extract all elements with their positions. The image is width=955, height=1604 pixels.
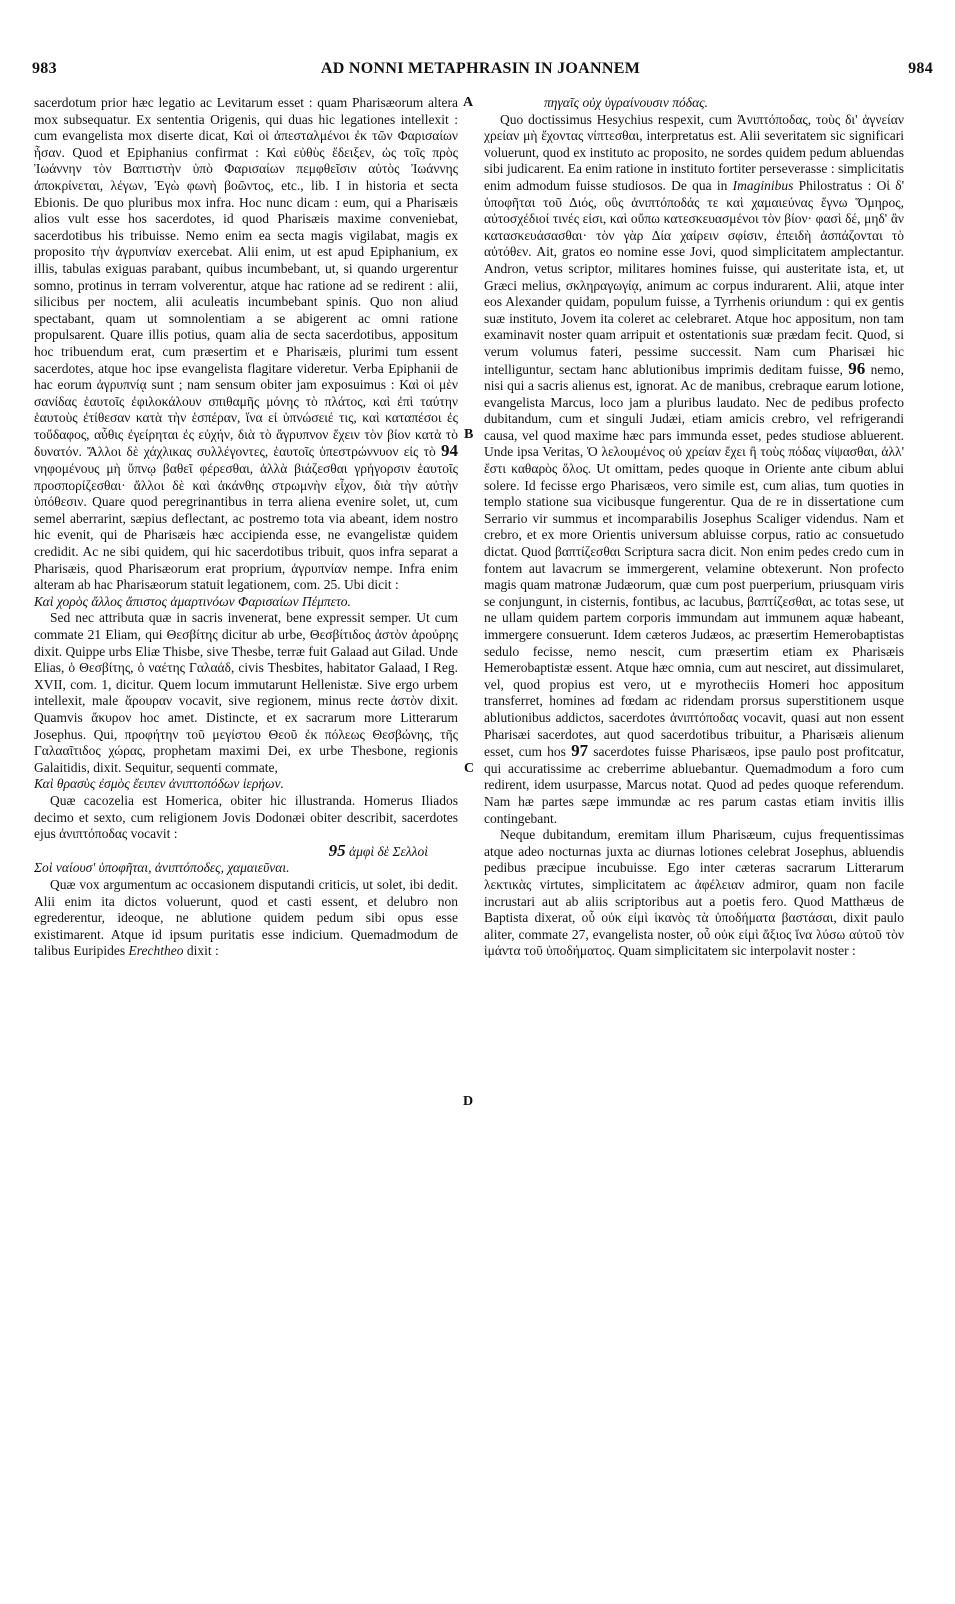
section-marker-d: D <box>463 1094 474 1109</box>
page-number-right: 984 <box>908 60 933 77</box>
running-title: AD NONNI METAPHRASIN IN JOANNEM <box>320 60 641 77</box>
verse-quote-3a <box>34 840 428 861</box>
right-text-1c: nemo, nisi qui a sacris alienus est, ignorat. Ac de manibus, crebraque earum lotione, evangelista Marcus, loco jam a pluribus laudato. Nec de pedibus profecto dubitandum, cum et singuli Judæi, etiam amicis crebro, vel refrigerandi causa, vel quod maxime hæc pars immunda esset, pedes studiose abluerent. Unde ipsa Veritas, Ὁ λελουμένος οὐ χρείαν ἔχει ἢ τοὺς πόδας νίψασθαι, ἀλλ' ἔστι καθαρὸς ὅλος. Ut omittam, pedes quoque in Oriente ante cibum ablui solere. Id fecisse ergo Pharisæos, vero simile est, cum alias, tum quoties in templo statione sua vicibusque fungerentur. Qua de re in dissertatione cum Serrario vir summus et incomparabilis Josephus Scaliger videndus. Nam et crebro, et ex more Orientis universum abluisse corpus, ratio ac consuetudo dictat. Quod βαπτίζεσθαι Scriptura sacra dicit. Non enim pedes credo cum in fontem aut lavacrum se immergerent, velamine obtexerunt. Non profecto magis quam matronæ Judæorum, quæ cum post puerperium, priusquam viris se conjungunt, in cisternis, fontibus, ac lacubus, βαπτίζεσθαι, ac totas sese, ut ne ullam quidem partem corporis immundam aut immunem aquæ habeant, immergere consuerunt. Idem cæteros Judæos, ac præsertim Hemerobaptistas sedulo fecisse, nemo nescit, cum præsertim etiam ex Pharisæis Hemerobaptistæ essent. Atque hæc omnia, cum aut nesciret, aut dissimularet, vel, quod propius est vero, ut e myrotheciis Homeri hoc appositum transferret, homines ad fœdam ac ridendam prorsus superstitionem usque ablutionibus addictos, sacerdotes ἀνιπτόποδας vocavit, quasi aut non essent Pharisæi sacerdotes, aut quod sacerdotibus tribuitur, a Pharisæis alienum esset, cum hos <box>484 361 905 760</box>
left-paragraph-4 <box>34 877 458 960</box>
left-text-4: Quæ vox argumentum ac occasionem disputandi criticis, ut solet, ibi dedit. Alii enim ita dictos voluerunt, quod et casti essent, et delubro non egrederentur, ideoque, ne ablutione quidem pedum sibi opus esse existimarent. Atque id ipsum puritatis esse indicium. Quemadmodum de talibus Euripides <box>34 876 458 959</box>
right-text-1: Quo doctissimus Hesychius respexit, cum Ἀνιπτόποδας, τοὺς δι' ἁγνείαν χρείαν μὴ ἔχοντας νίπτεσθαι, interpretatus est. Alii severitatem sic significari voluerunt, quod ex instituto ac proposito, ne sordes quidem pedum abluendas sibi judicarent. Ea enim ratione in instituto fortiter perseverasse : simplicitatis enim admodum fuisse studiosos. De qua in <box>484 111 904 193</box>
right-text-1d: sacerdotes fuisse Pharisæos, ipse paulo post profitcatur, qui accuratissime ac creberrime abluebantur. Quemadmodum a foro cum redirent, idem usurpasse, Marcus notat. Quod ad pedes quoque referendum. Nam hæ partes sæpe immundæ ac res parum castas etiam invitis illis contingebant. <box>484 744 905 826</box>
right-paragraph-1 <box>484 112 904 828</box>
verse-quote-3b: Σοὶ ναίουσ' ὑποφῆται, ἀνιπτόποδες, χαμαιεῦναι. <box>34 860 290 876</box>
column-number-96: 96 <box>848 358 866 378</box>
running-header <box>28 60 933 84</box>
section-marker-b: B <box>464 427 474 442</box>
section-marker-c: C <box>464 761 475 776</box>
column-number-94: 94 <box>441 441 458 461</box>
column-number-97: 97 <box>571 741 589 761</box>
left-column <box>34 95 458 960</box>
left-text-4-end: dixit : <box>186 943 219 959</box>
left-paragraph-2: Sed nec attributa quæ in sacris invenerat, bene expressit semper. Ut cum commate 21 Eliam, qui Θεσβίτης dicitur ab urbe, Θεσβίτιδος ἀστὸν ἀρούρης dixit. Quippe urbs Eliæ Thisbe, sive Thesbe, terræ fuit Galaad aut Gilad. Unde Elias, ὁ Θεσβίτης, ὁ ναέτης Γαλαάδ, civis Thesbites, habitator Galaad, I Reg. XVII, com. 1, dicitur. Quem locum immutarunt Hellenistæ. Sive ergo urbem intellexit, male ἄρουραν vocavit, sive regionem, minus recte ἀστὸν dixit. Quamvis ἄκυρον hoc amet. Distincte, et ex sacrarum more Litterarum Josephus. Qui, προφήτην τοῦ μεγίστου Θεοῦ ἐκ πόλεως Θεσβώνης, τῆς Γαλααῖτιδος χώρας, prophetam maximi Dei, ex urbe Thesbone, regionis Galaitidis, dixit. Sequitur, sequenti commate, <box>34 610 458 775</box>
section-marker-a: A <box>463 95 474 110</box>
page-number-left: 983 <box>32 60 57 77</box>
left-text-4-italic: Erechtheo <box>128 943 184 959</box>
left-text-1: sacerdotum prior hæc legatio ac Levitarum esset : quam Pharisæorum altera mox subsequatur. Ex sententia Origenis, qui duas hic legationes intellexit : cum evangelista mox diserte dicat, Καὶ οἱ ἀπεσταλμένοι ἐκ τῶν Φαρισαίων ἦσαν. Quod et Epiphanius confirmat : Καὶ εὐθὺς ἔδειξεν, ὡς τοῖς πρὸς Ἰωάννην τὸν Βαπτιστὴν ὑπὸ Φαρισαίων πεμφθεῖσιν αὐτὸς Ἰωάννης ἀποκρίνεται, λέγων, Ἐγὼ φωνὴ βοῶντος, etc., lib. I in historia et secta Ebionis. De quo pluribus mox infra. Hoc nunc dicam : eum, qui a Pharisæis alios vult esse hos sacerdotes, id quod Pharisæis maxime conveniebat, sacerdotibus his tribuisse. Nemo enim ea secta magis vigilabat, magis ex proposito τὴν ἀγρυπνίαν exercebat. Alii enim, ut est apud Epiphanium, ex illis, tabulas exiguas parabant, quibus incumbebant, ut, si quando urgerentur somno, protinus in terram volverentur, atque hac ratione ad se redirent : alii, silicibus per noctem, alii aculeatis incumbebant spinis. Quo non aliud spectabant, quam ut somnolentiam a se abigerent ac omni ratione propulsarent. Quare illis potius, quam alia de secta sacerdotibus, appositum hoc tribuendum erat, cum præsertim et e Pharisæis, plurimi tum essent sacerdotes, atque hoc ipse evangelista flagitare videretur. Verba Epiphanii de hac eorum ἀγρυπνίᾳ sunt ; nam sensum obiter jam exposuimus : Καὶ οἱ μὲν σανίδας ἑαυτοῖς ἐφιλοκάλουν σπιθαμῆς μόνης τὸ πλάτος, καὶ ἐπὶ ταύτην ἑαυτοὺς ἐτίθεσαν κατὰ τὴν ἑσπέραν, ἵνα εἰ ὑπνώσειέ τις, καὶ καταπέσοι ἐς τοὔδαφος, αὖθις ἐγείρηται ἐς εὐχήν, διὰ τὸ ἄγρυπνον ἔχειν τὸν βίον κατὰ τὸ δυνατόν. Ἄλλοι δὲ χάχλικας συλλέγοντες, ἑαυτοῖς ὑπεστρώννυον εἰς τὸ <box>34 95 458 460</box>
right-text-1-italic: Imaginibus <box>732 177 794 193</box>
verse-quote-2: Καὶ θρασὺς ἐσμὸς ἔειπεν ἀνιπτοπόδων ἱερήων. <box>34 776 284 792</box>
left-paragraph-3: Quæ cacozelia est Homerica, obiter hic illustranda. Homerus Iliados decimo et sexto, cum religionem Jovis Dodonæi obiter describit, sacerdotes ejus ἀνιπτόποδας vocavit : <box>34 792 458 842</box>
right-column <box>484 95 904 960</box>
right-paragraph-2: Neque dubitandum, eremitam illum Pharisæum, cujus frequentissimas atque adeo nocturnas juxta ac diurnas lotiones celebrat Josephus, abluendis pedibus præcipue incubuisse. Ego inter cæteras sacrarum Litterarum λεκτικὰς virtutes, simplicitatem ac ἀφέλειαν admiror, quam non facile incrustari aut ab aliis scriptoribus aut a poetis fero. Quod Matthæus de Baptista dixerat, οὗ οὐκ εἰμὶ ἱκανὸς τὰ ὑποδήματα βαστάσαι, dixit paulo aliter, commate 27, evangelista noster, οὗ οὐκ εἰμὶ ἄξιος ἵνα λύσω αὐτοῦ τὸν ἱμάντα τοῦ ὑποδήματος. Quam simplicitatem sic interpolavit noster : <box>484 827 904 959</box>
right-text-1b: Philostratus : Οἱ δ' ὑποφῆται τοῦ Διός, οὓς ἀνιπτόποδάς τε καὶ χαμαιεύνας ἔγνω Ὅμηρος, αὐτοσχέδιοί τινές εἰσι, καὶ οὔπω κατεσκευασμένοι τὸν βίον· φασὶ δέ, μηδ' ἂν κατασκευάσασθαι· τὸν γὰρ Δία χαίρειν σφίσιν, ἐπειδὴ ἀσπάζονται τὸ αὐτόθεν. Ait, gratos eo nomine esse Jovi, quod simplicitatem amplectantur. Andron, vetus scriptor, militares homines fuisse, qui austeritate ista, et, ut Græci melius, σκληραγωγίᾳ, animum ac corpus indurarent. Alii, atque inter eos Alexander quidam, populum fuisse, a Tyrrhenis oriundum : qui ex gentis suæ instituto, Jovem ita coleret ac celebraret. Atque hoc appositum, non tam examinavit noster quam arripuit et ostentationis suæ prædam fecit. Quod, si verum volumus fateri, pessime successit. Nam cum Pharisæi hic intelliguntur, sectam hanc ablutionibus imprimis deditam fuisse, <box>484 177 904 377</box>
verse-3a-text: ἀμφὶ δὲ Σελλοὶ <box>349 843 428 859</box>
verse-quote-0: πηγαῖς οὐχ ὑγραίνουσιν πόδας. <box>544 95 709 110</box>
left-text-1b: νηφομένους μὴ ὕπνῳ βαθεῖ φέρεσθαι, ἀλλὰ βιάζεσθαι γρήγορσιν ἑαυτοῖς προσπορίζεσθαι· ἄλλοι δὲ καὶ ἀκάνθης στρωμνὴν εἶχον, διὰ τὴν αὐτὴν ὑπόθεσιν. Quare quod peregrinantibus in terra aliena evenire solet, ut, cum semel aberrarint, sæpius deflectant, ac postremo tota via abeant, idem nostro hic evenit, qui de Pharisæis hæc accipienda esse, ne evangelistæ quidem credidit. Ac ne sibi quidem, qui hic sacerdotibus tribuit, quos infra separat a Pharisæis, quod Pharisæorum erat proprium, ἀγρυπνίαν nempe. Infra enim alteram ab hac Pharisæorum statuit legationem, com. 25. Ubi dicit : <box>34 461 458 593</box>
left-paragraph-1 <box>34 95 458 594</box>
column-number-95: 95 <box>328 840 346 860</box>
verse-quote-1: Καὶ χορὸς ἄλλος ἄπιστος ἁμαρτινόων Φαρισαίων Πέμπετο. <box>34 593 351 609</box>
